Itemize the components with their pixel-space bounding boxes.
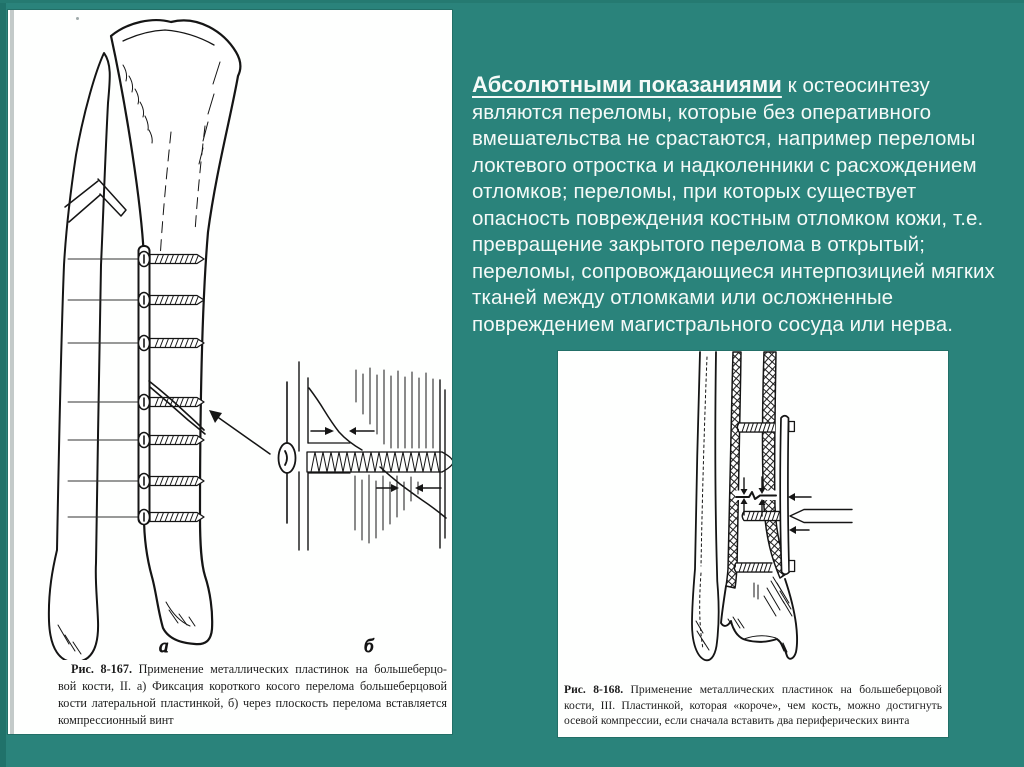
figure-8-168-caption: [564, 682, 942, 729]
caption-line: компрессионный винт: [58, 713, 174, 727]
panel-label-b: б: [364, 636, 374, 657]
caption-line: Рис. 8-168. Применение металлических пластинок на большеберцовой: [564, 683, 942, 696]
insertion-arrows: [788, 493, 852, 534]
body-text: [472, 72, 1019, 338]
figure-8-168-panel: [558, 351, 948, 737]
body-paragraph: к остеосинтезу являются переломы, которые без оперативного вмешательства не срастаются, например переломы локтевого отростка и надколенники с расхождением отломков; переломы, при которых существует опасность повреждения костным отломком кожи, т.е. превращение закрытого перелома в открытый; переломы, сопровождающиеся интерпозицией мягких тканей между отломками или осложненные повреждением магистрального сосуда или нерва.: [472, 74, 995, 336]
figure-8-167-panel: [8, 10, 452, 734]
figure-8-167-illustration: [8, 10, 452, 660]
slide-left-edge-shade: [0, 0, 6, 767]
figure-label: Рис. 8-168.: [564, 683, 624, 696]
figure-label: Рис. 8-167.: [71, 662, 132, 676]
caption-line: Рис. 8-167. Применение металлических пластинок на большеберцо-: [71, 662, 447, 676]
fibula-drawing: [49, 53, 126, 660]
caption-line: кости латеральной пластинкой, б) через плоскость перелома вставляется: [58, 696, 447, 710]
slide-top-edge-shade: [0, 0, 1024, 3]
figure-8-167-caption: [58, 661, 447, 729]
caption-line: осевой компрессии, если сначала вставить два периферических винта: [564, 714, 910, 728]
panel-label-a: а: [159, 636, 169, 657]
caption-line: вой кости, II. а) Фиксация короткого косого перелома большеберцовой: [58, 679, 447, 693]
fibula-drawing: [692, 352, 719, 660]
screwdriver-inserter: [790, 510, 852, 523]
heading-underlined: Абсолютными показаниями: [472, 72, 782, 97]
inset-pointer-arrow: [209, 410, 270, 454]
inset-detail-drawing: [279, 362, 453, 550]
tibia-drawing: [111, 20, 240, 644]
caption-line: кости, III. Пластинкой, которая «короче», чем кость, можно достигнуть: [564, 698, 942, 712]
figure-8-168-illustration: [558, 351, 948, 681]
